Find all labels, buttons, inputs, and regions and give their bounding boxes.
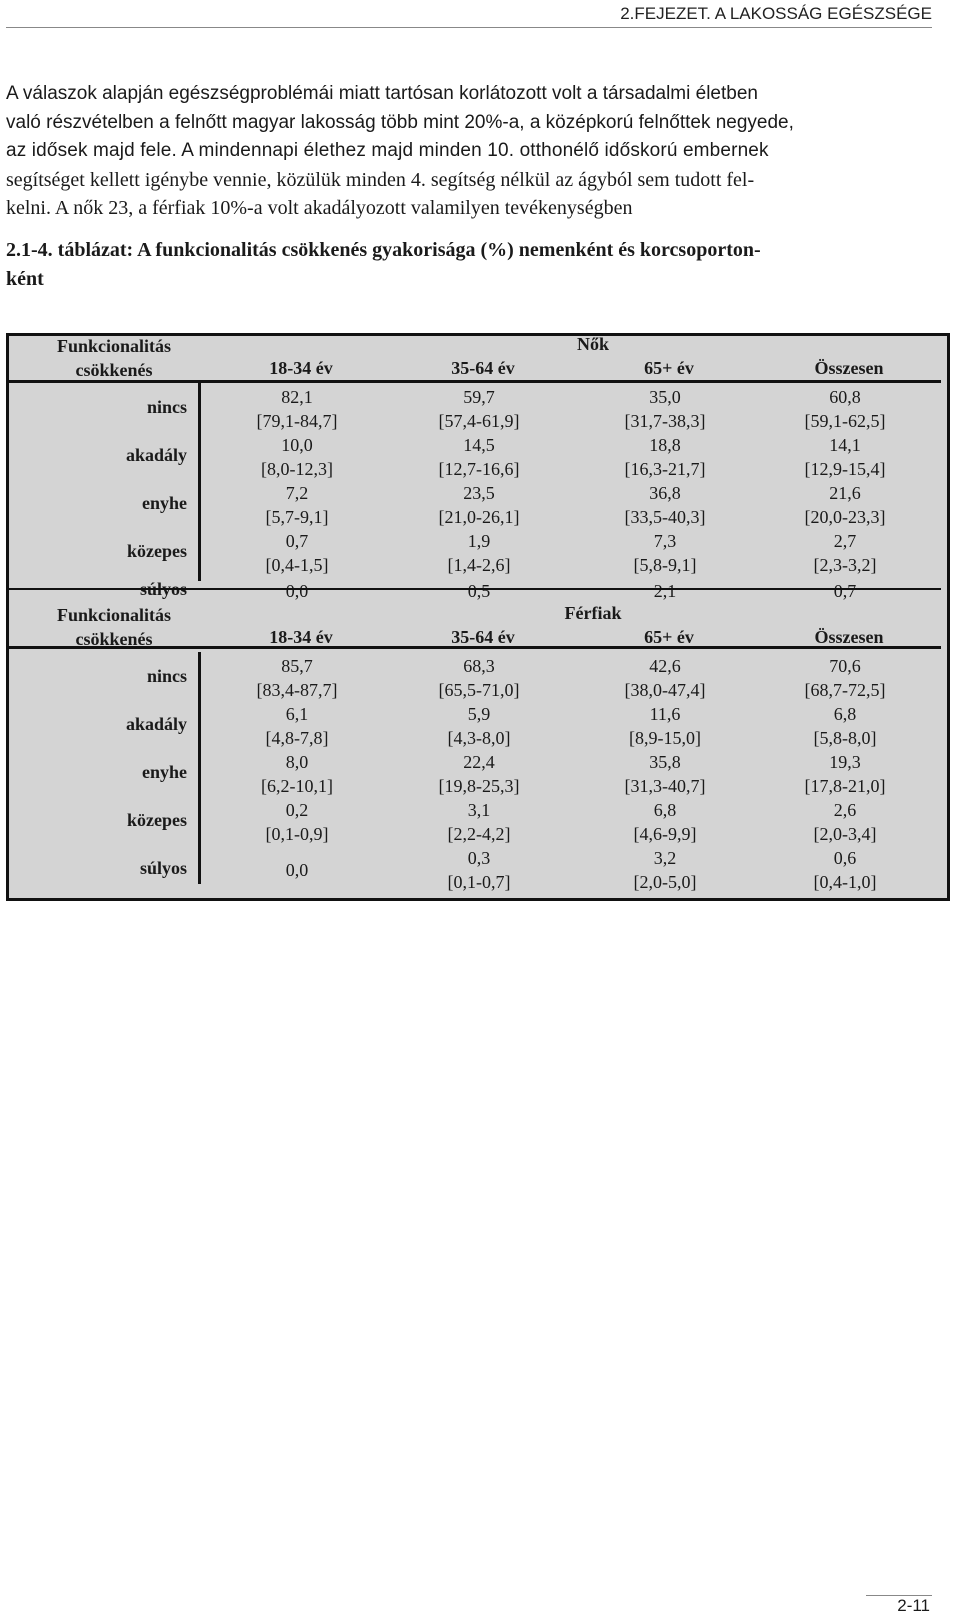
table-caption bbox=[6, 236, 928, 293]
cell-value: 2,1 bbox=[653, 581, 677, 601]
table-cell bbox=[399, 702, 559, 750]
cell-value: 5,9 bbox=[467, 704, 491, 724]
header-divider bbox=[9, 380, 941, 383]
group-title: Nők bbox=[576, 334, 609, 354]
table-cell bbox=[585, 385, 745, 433]
row-label: nincs bbox=[146, 666, 187, 686]
table-cell bbox=[765, 846, 925, 894]
table-cell bbox=[399, 579, 559, 603]
column-header: Összesen bbox=[814, 358, 884, 378]
cell-value: 82,1 bbox=[281, 387, 313, 407]
row-header-line: Funkcionalitás bbox=[56, 336, 172, 356]
row-header-line: Funkcionalitás bbox=[56, 605, 172, 625]
cell-confidence-interval: [0,1-0,7] bbox=[447, 872, 511, 892]
table-cell bbox=[765, 481, 925, 529]
cell-value: 35,8 bbox=[649, 752, 681, 772]
cell-value: 35,0 bbox=[649, 387, 681, 407]
cell-value: 23,5 bbox=[463, 483, 495, 503]
row-label: enyhe bbox=[142, 493, 187, 513]
cell-confidence-interval: [31,3-40,7] bbox=[624, 776, 706, 796]
cell-confidence-interval: [33,5-40,3] bbox=[624, 507, 706, 527]
cell-value: 0,5 bbox=[467, 581, 491, 601]
caption-line: ként bbox=[6, 267, 44, 290]
table-cell bbox=[399, 433, 559, 481]
column-header: 35-64 év bbox=[451, 627, 515, 647]
cell-confidence-interval: [21,0-26,1] bbox=[438, 507, 520, 527]
table-cell bbox=[399, 529, 559, 577]
cell-confidence-interval: [2,3-3,2] bbox=[813, 555, 877, 575]
table-cell bbox=[217, 579, 377, 603]
table-cell bbox=[399, 385, 559, 433]
table-cell bbox=[585, 846, 745, 894]
cell-confidence-interval: [57,4-61,9] bbox=[438, 411, 520, 431]
row-header-label bbox=[44, 603, 184, 651]
cell-value: 14,1 bbox=[829, 435, 861, 455]
cell-confidence-interval: [12,9-15,4] bbox=[804, 459, 886, 479]
cell-confidence-interval: [6,2-10,1] bbox=[261, 776, 333, 796]
table-cell bbox=[217, 529, 377, 577]
table-cell bbox=[585, 798, 745, 846]
cell-value: 0,2 bbox=[285, 800, 309, 820]
table-cell bbox=[765, 750, 925, 798]
cell-value: 6,8 bbox=[833, 704, 857, 724]
table-cell bbox=[765, 579, 925, 603]
cell-value: 42,6 bbox=[649, 656, 681, 676]
column-header: 35-64 év bbox=[451, 358, 515, 378]
cell-value: 60,8 bbox=[829, 387, 861, 407]
row-label: nincs bbox=[146, 397, 187, 417]
table-cell bbox=[585, 702, 745, 750]
cell-value: 2,7 bbox=[833, 531, 857, 551]
row-label-divider bbox=[198, 652, 201, 884]
cell-confidence-interval: [83,4-87,7] bbox=[256, 680, 338, 700]
table-cell bbox=[585, 433, 745, 481]
cell-value: 85,7 bbox=[281, 656, 313, 676]
table-cell bbox=[217, 433, 377, 481]
cell-confidence-interval: [12,7-16,6] bbox=[438, 459, 520, 479]
cell-confidence-interval: [0,4-1,0] bbox=[813, 872, 877, 892]
table-cell bbox=[217, 798, 377, 846]
table-cell bbox=[217, 846, 377, 882]
cell-confidence-interval: [5,8-9,1] bbox=[633, 555, 697, 575]
row-label: közepes bbox=[127, 810, 187, 830]
cell-confidence-interval: [8,9-15,0] bbox=[629, 728, 701, 748]
cell-confidence-interval: [2,0-5,0] bbox=[633, 872, 697, 892]
cell-confidence-interval: [2,2-4,2] bbox=[447, 824, 511, 844]
cell-value: 0,0 bbox=[285, 581, 309, 601]
cell-value: 7,3 bbox=[653, 531, 677, 551]
cell-value: 2,6 bbox=[833, 800, 857, 820]
row-header-label bbox=[44, 334, 184, 382]
column-header: 65+ év bbox=[644, 627, 694, 647]
cell-confidence-interval: [0,1-0,9] bbox=[265, 824, 329, 844]
cell-confidence-interval: [59,1-62,5] bbox=[804, 411, 886, 431]
cell-value: 0,7 bbox=[833, 581, 857, 601]
table-cell bbox=[585, 750, 745, 798]
row-label: súlyos bbox=[139, 858, 187, 878]
intro-paragraph bbox=[6, 80, 928, 223]
table-cell bbox=[765, 654, 925, 702]
table-cell bbox=[217, 750, 377, 798]
intro-line: kelni. A nők 23, a férfiak 10%-a volt akadályozott valamilyen tevékenységben bbox=[6, 197, 633, 219]
cell-value: 18,8 bbox=[649, 435, 681, 455]
cell-confidence-interval: [4,6-9,9] bbox=[633, 824, 697, 844]
row-label: közepes bbox=[127, 541, 187, 561]
cell-value: 3,2 bbox=[653, 848, 677, 868]
cell-value: 3,1 bbox=[467, 800, 491, 820]
row-label: súlyos bbox=[139, 579, 187, 599]
row-label: akadály bbox=[125, 714, 187, 734]
cell-value: 11,6 bbox=[649, 704, 681, 724]
cell-confidence-interval: [68,7-72,5] bbox=[804, 680, 886, 700]
header-rule bbox=[6, 27, 932, 28]
cell-value: 8,0 bbox=[285, 752, 309, 772]
table-cell bbox=[217, 654, 377, 702]
table-cell bbox=[399, 481, 559, 529]
row-label: enyhe bbox=[142, 762, 187, 782]
page-number: 2-11 bbox=[897, 1596, 930, 1615]
cell-value: 7,2 bbox=[285, 483, 309, 503]
section-header bbox=[13, 605, 946, 651]
cell-confidence-interval: [4,8-7,8] bbox=[265, 728, 329, 748]
row-header-line: csökkenés bbox=[75, 629, 153, 649]
caption-line: 2.1-4. táblázat: A funkcionalitás csökkenés gyakorisága (%) nemenként és korcsoporton- bbox=[6, 239, 761, 261]
row-label: akadály bbox=[125, 445, 187, 465]
cell-value: 70,6 bbox=[829, 656, 861, 676]
cell-value: 10,0 bbox=[281, 435, 313, 455]
table-cell bbox=[585, 579, 745, 603]
cell-value: 19,3 bbox=[829, 752, 861, 772]
table-cell bbox=[585, 529, 745, 577]
frequency-table bbox=[6, 333, 950, 901]
intro-line: segítséget kellett igénybe vennie, közülük minden 4. segítség nélkül az ágyból sem tudott fel- bbox=[6, 168, 755, 191]
cell-confidence-interval: [8,0-12,3] bbox=[261, 459, 333, 479]
cell-confidence-interval: [20,0-23,3] bbox=[804, 507, 886, 527]
cell-value: 68,3 bbox=[463, 656, 495, 676]
cell-confidence-interval: [19,8-25,3] bbox=[438, 776, 520, 796]
cell-confidence-interval: [79,1-84,7] bbox=[256, 411, 338, 431]
cell-confidence-interval: [5,8-8,0] bbox=[813, 728, 877, 748]
column-header: 18-34 év bbox=[269, 627, 333, 647]
section-divider bbox=[9, 588, 941, 590]
row-header-line: csökkenés bbox=[75, 360, 153, 380]
cell-confidence-interval: [38,0-47,4] bbox=[624, 680, 706, 700]
cell-value: 6,8 bbox=[653, 800, 677, 820]
cell-value: 22,4 bbox=[463, 752, 495, 772]
table-cell bbox=[765, 433, 925, 481]
table-cell bbox=[765, 529, 925, 577]
table-cell bbox=[217, 481, 377, 529]
intro-line: az idősek majd fele. A mindennapi élethez majd minden 10. otthonélő időskorú embernek bbox=[6, 140, 769, 161]
column-header: Összesen bbox=[814, 627, 884, 647]
section-header bbox=[13, 336, 946, 382]
table-cell bbox=[399, 846, 559, 894]
table-cell bbox=[765, 798, 925, 846]
header-divider bbox=[9, 646, 941, 649]
cell-value: 0,7 bbox=[285, 531, 309, 551]
table-cell bbox=[399, 654, 559, 702]
table-cell bbox=[217, 702, 377, 750]
table-cell bbox=[585, 654, 745, 702]
intro-line: A válaszok alapján egészségproblémái miatt tartósan korlátozott volt a társadalmi életben bbox=[6, 83, 758, 104]
cell-value: 21,6 bbox=[829, 483, 861, 503]
cell-value: 6,1 bbox=[285, 704, 309, 724]
cell-value: 59,7 bbox=[463, 387, 495, 407]
table-cell bbox=[217, 385, 377, 433]
cell-value: 14,5 bbox=[463, 435, 495, 455]
cell-confidence-interval: [65,5-71,0] bbox=[438, 680, 520, 700]
column-header: 18-34 év bbox=[269, 358, 333, 378]
cell-confidence-interval: [4,3-8,0] bbox=[447, 728, 511, 748]
cell-confidence-interval: [31,7-38,3] bbox=[624, 411, 706, 431]
table-cell bbox=[765, 385, 925, 433]
group-title: Férfiak bbox=[564, 603, 622, 623]
cell-value: 36,8 bbox=[649, 483, 681, 503]
cell-value: 0,6 bbox=[833, 848, 857, 868]
cell-confidence-interval: [5,7-9,1] bbox=[265, 507, 329, 527]
table-cell bbox=[399, 750, 559, 798]
running-header: 2.FEJEZET. A LAKOSSÁG EGÉSZSÉGE bbox=[620, 4, 932, 23]
table-cell bbox=[765, 702, 925, 750]
cell-confidence-interval: [17,8-21,0] bbox=[804, 776, 886, 796]
cell-confidence-interval: [16,3-21,7] bbox=[624, 459, 706, 479]
cell-confidence-interval: [1,4-2,6] bbox=[447, 555, 511, 575]
column-header: 65+ év bbox=[644, 358, 694, 378]
cell-value: 1,9 bbox=[467, 531, 491, 551]
cell-confidence-interval: [2,0-3,4] bbox=[813, 824, 877, 844]
cell-confidence-interval: [0,4-1,5] bbox=[265, 555, 329, 575]
table-cell bbox=[399, 798, 559, 846]
cell-value: 0,3 bbox=[467, 848, 491, 868]
cell-value: 0,0 bbox=[285, 860, 309, 880]
intro-line: való részvételben a felnőtt magyar lakosság több mint 20%-a, a középkorú felnőttek negyede, bbox=[6, 111, 794, 133]
table-cell bbox=[585, 481, 745, 529]
row-label-divider bbox=[198, 383, 201, 581]
